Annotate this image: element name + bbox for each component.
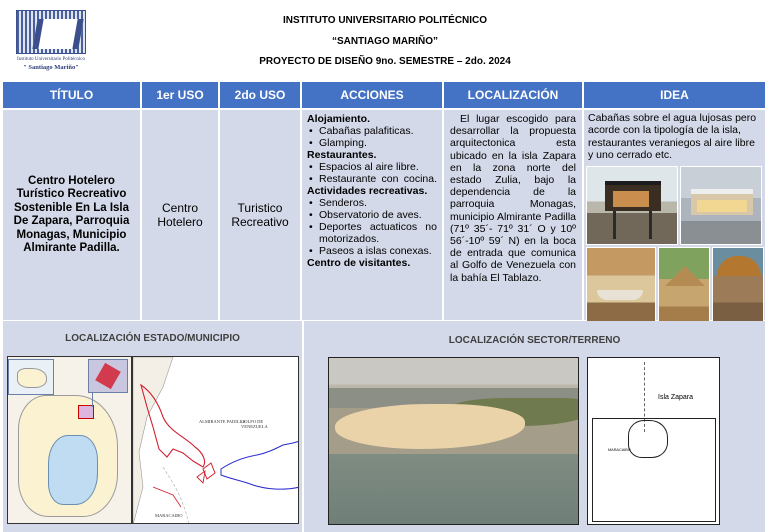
island-location-map (587, 357, 720, 525)
uso2-value: Turistico Recreativo (231, 201, 289, 229)
institution-logo (10, 8, 92, 72)
idea-text: Cabañas sobre el agua lujosas pero acorde con la tipología de la isla, restaurantes veraniegos al aire libre y uno cerrado etc. (588, 112, 757, 161)
list-item: • Espacios al aire libre. (307, 161, 437, 173)
location-section (3, 321, 765, 532)
institution-name: “SANTIAGO MARIÑO” (331, 36, 439, 47)
institution-title: INSTITUTO UNIVERSITARIO POLITÉCNICO (282, 15, 488, 26)
localizacion-cell (444, 110, 584, 320)
idea-cell (584, 110, 765, 320)
municipality-inset-map (88, 359, 128, 393)
logo-caption-small: Instituto Universitario Politécnico (16, 57, 86, 62)
uso1-cell (142, 110, 220, 320)
state-municipality-title: LOCALIZACIÓN ESTADO/MUNICIPIO (65, 333, 240, 344)
inset-connector (92, 393, 93, 407)
list-item: • Glamping. (307, 137, 437, 149)
padilla-label: ALMIRANTE PADILLA (199, 419, 246, 424)
maracaibo-small-label: MARACAIBO (608, 448, 631, 452)
acciones-cell (302, 110, 444, 320)
lake-outline (628, 420, 668, 458)
table-row (3, 110, 765, 320)
column-header-titulo: TÍTULO (3, 82, 142, 108)
sector-site-title: LOCALIZACIÓN SECTOR/TERRENO (448, 335, 621, 346)
list-item: • Paseos a islas conexas. (307, 245, 437, 257)
municipality-highlight (78, 405, 94, 419)
logo-emblem (16, 10, 86, 54)
idea-photo-stilt-cabin (586, 166, 678, 245)
titulo-cell (3, 110, 142, 320)
acciones-list (307, 197, 437, 257)
lake-maracaibo-shape (48, 435, 98, 505)
project-title: PROYECTO DE DISEÑO 9no. SEMESTRE – 2do. 2024 (259, 56, 511, 67)
municipality-map-drawing (133, 357, 299, 524)
aerial-site-photo (328, 357, 579, 525)
document-header (0, 0, 768, 82)
isla-zapara-label: Isla Zapara (658, 394, 694, 401)
acciones-group-title: Restaurantes. (307, 149, 377, 161)
idea-photo-hammock-deck (586, 247, 656, 327)
golfo-label: GOLFO DE VENEZUELA (241, 419, 268, 429)
acciones-list (307, 125, 437, 149)
acciones-group-title: Actividades recreativas. (307, 185, 428, 197)
section-divider (302, 321, 304, 532)
uso2-cell (220, 110, 302, 320)
municipality-map (132, 356, 299, 524)
column-header-uso2: 2do USO (220, 82, 302, 108)
uso1-value: Centro Hotelero (157, 201, 203, 229)
acciones-list (307, 161, 437, 185)
logo-caption-name: " Santiago Mariño" (23, 64, 79, 71)
column-header-idea: IDEA (584, 82, 765, 108)
list-item: • Senderos. (307, 197, 437, 209)
localizacion-text: El lugar escogido para desarrollar la propuesta arquitectonica esta ubicado en la isla Zapara en la zona norte del estado Zulia, bajo la dependencia de la parroquia Monagas, municipio Almirante Padilla (71º 35´- 71º 31´ O y 10º 56´-10º 59´ N) en la boca de entrada que comunica al Golfo de Venezuela con la bahía El Tablazo. (450, 113, 576, 284)
list-item: • Restaurante con cocina. (307, 173, 437, 185)
column-header-acciones: ACCIONES (302, 82, 444, 108)
zulia-state-map (7, 356, 132, 524)
list-item: • Cabañas palafiticas. (307, 125, 437, 137)
venezuela-inset-map (8, 359, 54, 395)
acciones-group-title: Centro de visitantes. (307, 257, 411, 269)
maracaibo-label: MARACAIBO (155, 513, 183, 518)
acciones-group-title: Alojamiento. (307, 113, 371, 125)
idea-photo-palapa (658, 247, 710, 327)
column-header-uso1: 1er USO (142, 82, 220, 108)
column-header-localizacion: LOCALIZACIÓN (444, 82, 584, 108)
list-item: • Deportes actuaticos no motorizados. (307, 221, 437, 245)
list-item: • Observatorio de aves. (307, 209, 437, 221)
project-name: Centro Hotelero Turístico Recreativo Sostenible En La Isla De Zapara, Parroquia Monagas, Municipio Almirante Padilla. (13, 174, 130, 254)
idea-photo-lit-cabin (680, 166, 762, 245)
idea-photo-restaurant-terrace (712, 247, 764, 327)
table-header (3, 82, 765, 108)
